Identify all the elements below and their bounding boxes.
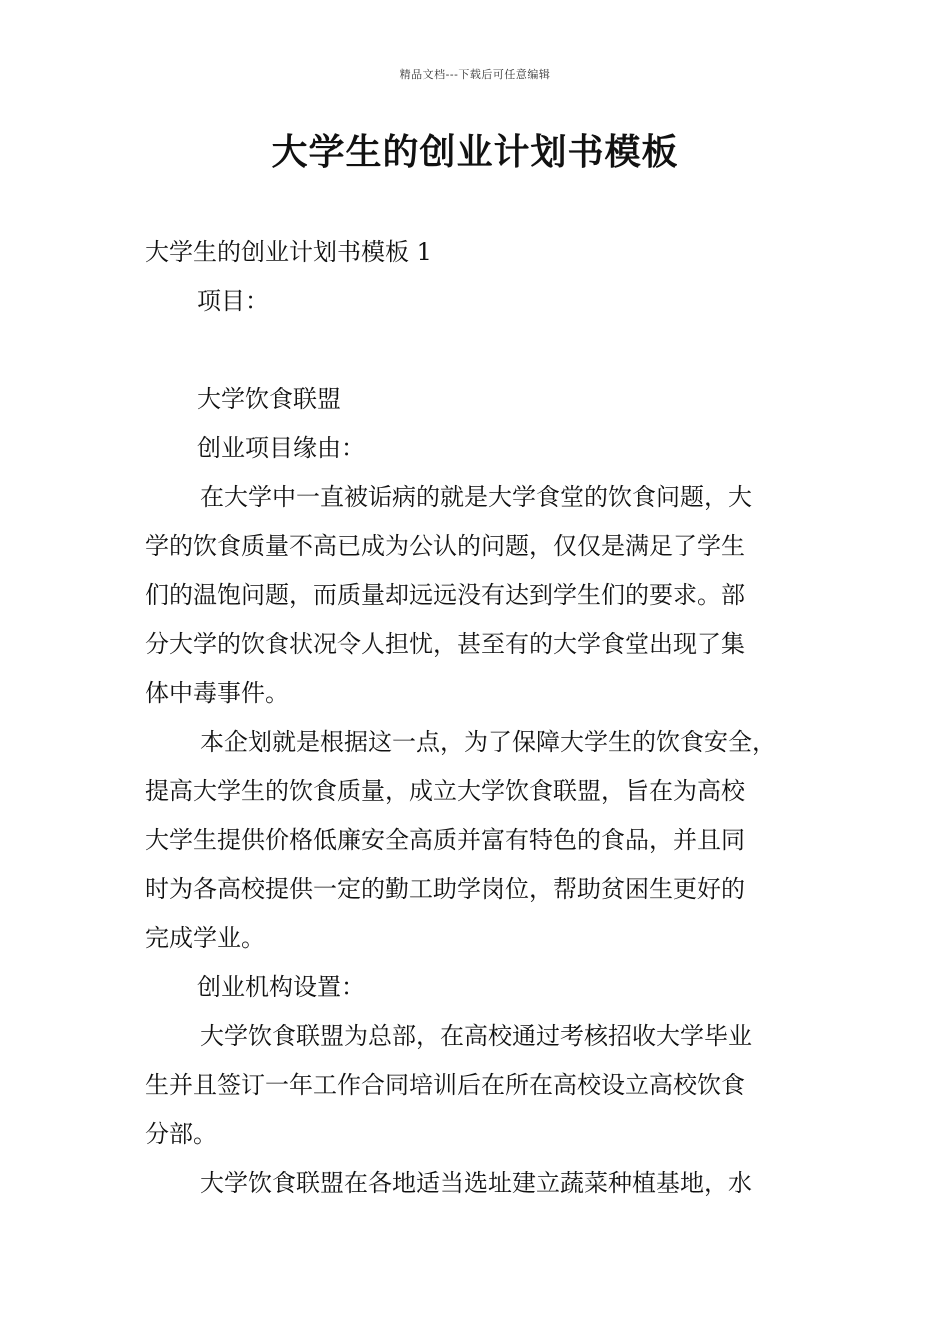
paragraph-line: 在大学中一直被诟病的就是大学食堂的饮食问题，大 xyxy=(200,483,752,511)
section-heading: 大学生的创业计划书模板 1 xyxy=(145,238,432,266)
org-label: 创业机构设置： xyxy=(197,973,365,1001)
paragraph-line: 体中毒事件。 xyxy=(145,679,289,707)
paragraph-line: 时为各高校提供一定的勤工助学岗位，帮助贫困生更好的 xyxy=(145,875,745,903)
paragraph-line: 们的温饱问题，而质量却远远没有达到学生们的要求。部 xyxy=(145,581,745,609)
paragraph-line: 本企划就是根据这一点，为了保障大学生的饮食安全， xyxy=(200,728,776,756)
paragraph-line: 分部。 xyxy=(145,1120,217,1148)
paragraph-line: 完成学业。 xyxy=(145,924,265,952)
blank-line xyxy=(145,326,807,375)
paragraph-line: 学的饮食质量不高已成为公认的问题，仅仅是满足了学生 xyxy=(145,532,745,560)
paragraph-line: 分大学的饮食状况令人担忧，甚至有的大学食堂出现了集 xyxy=(145,630,745,658)
document-body xyxy=(145,228,807,1208)
project-name: 大学饮食联盟 xyxy=(197,385,341,413)
paragraph-line: 提高大学生的饮食质量，成立大学饮食联盟，旨在为高校 xyxy=(145,777,745,805)
paragraph-line: 大学生提供价格低廉安全高质并富有特色的食品，并且同 xyxy=(145,826,745,854)
reason-label: 创业项目缘由： xyxy=(197,434,365,462)
paragraph-line: 大学饮食联盟在各地适当选址建立蔬菜种植基地，水 xyxy=(200,1169,752,1197)
paragraph-line: 大学饮食联盟为总部，在高校通过考核招收大学毕业 xyxy=(200,1022,752,1050)
paragraph-line: 生并且签订一年工作合同培训后在所在高校设立高校饮食 xyxy=(145,1071,745,1099)
document-title: 大学生的创业计划书模板 xyxy=(271,132,679,173)
header-note: 精品文档---下载后可任意编辑 xyxy=(399,68,551,81)
project-label: 项目： xyxy=(197,287,269,315)
